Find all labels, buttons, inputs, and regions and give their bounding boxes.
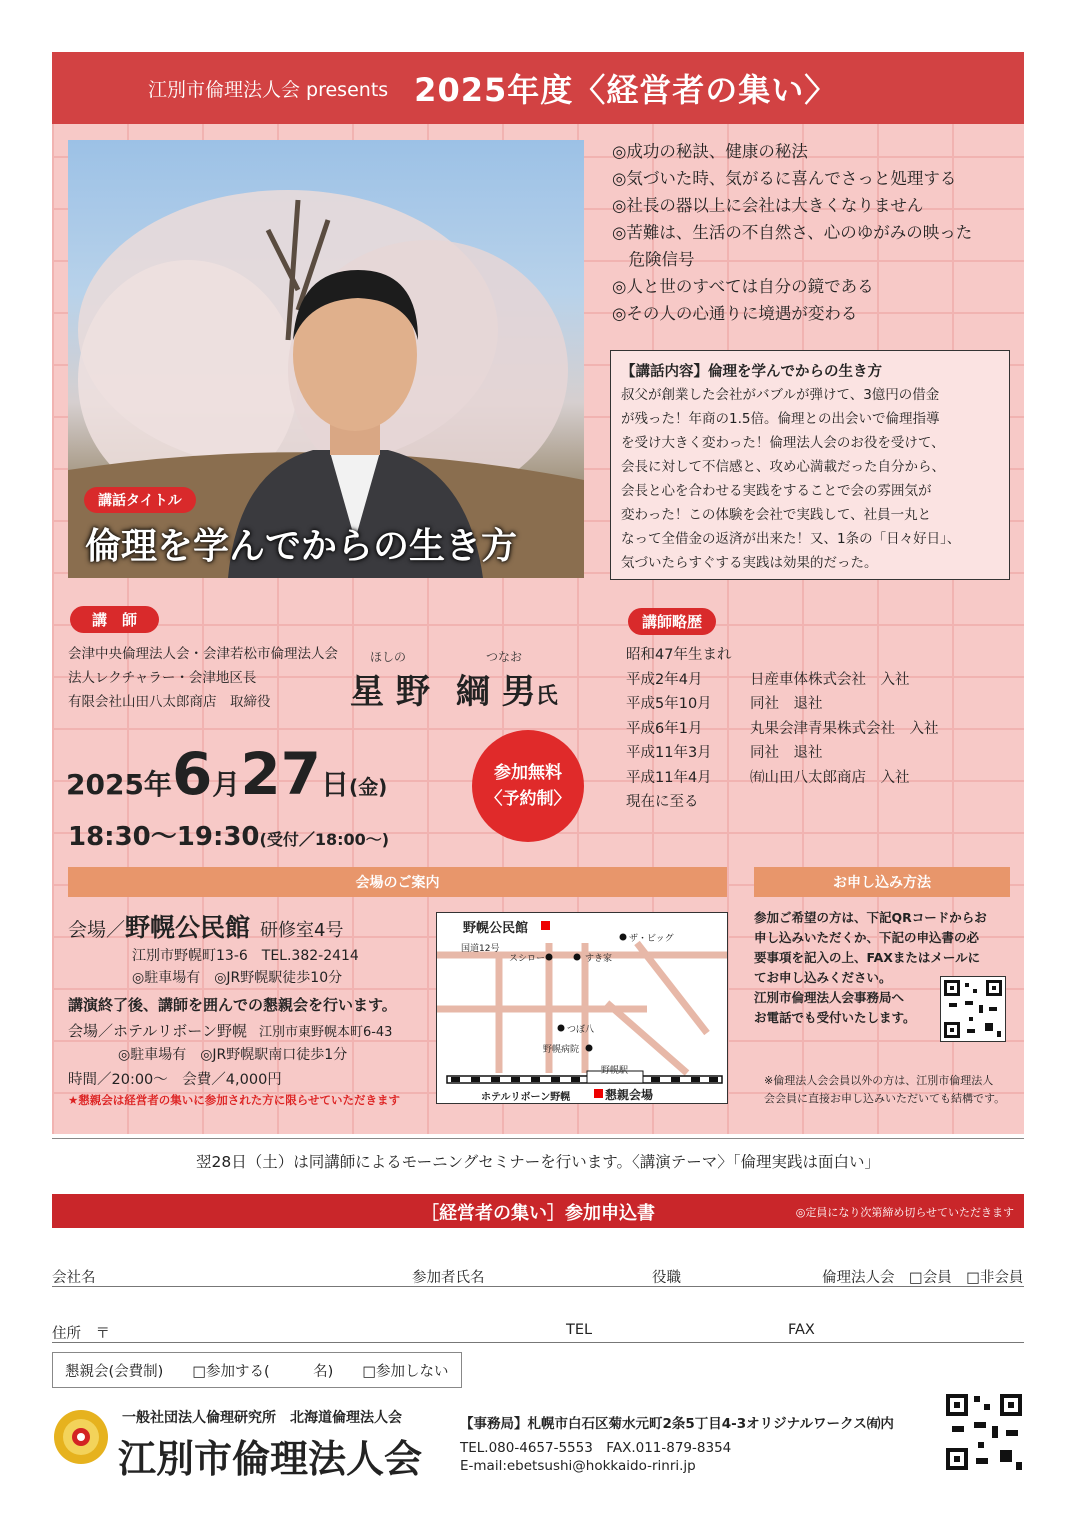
map-route: 国道12号 — [461, 944, 500, 954]
apply-line: 申し込みいただくか、下記の申込書の必 — [754, 930, 980, 945]
speaker-given-name: 綱 男 — [455, 672, 536, 712]
venue-line — [68, 908, 343, 944]
header-org: 江別市倫理法人会 presents — [148, 78, 389, 101]
affil-line: 有限会社山田八太郎商店 取締役 — [68, 694, 271, 710]
form-party-box[interactable]: 懇親会(会費制) □参加する( 名) □参加しない — [52, 1352, 462, 1388]
career-row: 現在に至る — [626, 794, 699, 810]
form-deadline: ◎定員になり次第締め切らせていただきます — [795, 1206, 1014, 1219]
qr-icon — [944, 1392, 1024, 1472]
affil-line: 会津中央倫理法人会・会津若松市倫理法人会 — [68, 646, 338, 662]
party-venue-label: 会場／ホテルリボーン野幌 — [68, 1022, 247, 1040]
access-map — [436, 912, 728, 1104]
affil-line: 法人レクチャラー・会津地区長 — [68, 670, 257, 686]
career-list — [626, 643, 939, 815]
party-address: 江別市東野幌本町6-43 — [258, 1025, 393, 1040]
form-fax-label: FAX — [788, 1322, 815, 1338]
event-time — [68, 816, 389, 853]
bullet-item: ◎苦難は、生活の不自然さ、心のゆがみの映った — [612, 223, 973, 242]
seal-line1: 参加無料 — [494, 763, 562, 783]
party-time: 時間／20:00〜 会費／4,000円 — [68, 1072, 282, 1088]
form-line — [52, 1286, 1024, 1287]
apply-line: 参加ご希望の方は、下記QRコードからお — [754, 910, 987, 925]
bullet-item: ◎成功の秘訣、健康の秘法 — [612, 142, 808, 161]
speaker-affiliation — [68, 642, 338, 714]
map-hospital: 野幌病院 — [543, 1045, 580, 1055]
bullet-item: ◎気づいた時、気がるに喜んでさっと処理する — [612, 169, 957, 188]
lecture-line: 気づいたらすぐする実践は効果的だった。 — [621, 555, 878, 571]
lecture-line: なって全借金の返済が出来た！又、1条の「日々好日」、 — [621, 531, 961, 547]
event-time-range: 18:30〜19:30 — [68, 822, 260, 852]
form-header — [52, 1194, 1024, 1228]
event-month: 6 — [171, 740, 213, 808]
form-position-label: 役職 — [652, 1270, 681, 1286]
talk-title-tag: 講話タイトル — [84, 487, 196, 513]
venue-address: 江別市野幌町13-6 TEL.382-2414 — [132, 948, 359, 964]
bullet-item: ◎その人の心通りに境遇が変わる — [612, 304, 858, 323]
career-row: 平成2年4月 日産車体株式会社 入社 — [626, 671, 910, 688]
apply-note — [764, 1072, 1005, 1108]
event-day-unit: 日 — [321, 768, 350, 801]
apply-note-line: 会会員に直接お申し込みいただいても結構です。 — [764, 1092, 1006, 1105]
venue-room: 研修室4号 — [260, 920, 344, 941]
bullet-item: ◎人と世のすべては自分の鏡である — [612, 277, 874, 296]
map-party: 懇親会場 — [605, 1088, 654, 1102]
divider — [52, 1138, 1024, 1139]
header-title: 2025年度〈経営者の集い〉 — [414, 71, 838, 109]
apply-line: 江別市倫理法人会事務局へ — [754, 990, 905, 1005]
free-admission-seal — [472, 730, 584, 842]
speaker-family-name: 星 野 — [350, 672, 430, 712]
apply-line: お電話でも受付いたします。 — [754, 1010, 916, 1025]
apply-line: 要事項を記入の上、FAXまたはメールに — [754, 950, 981, 965]
speaker-name — [350, 664, 558, 713]
seal-line2: 〈予約制〉 — [485, 789, 571, 809]
bullet-item: 危険信号 — [612, 250, 695, 269]
map-hotel: ホテルリボーン野幌 — [481, 1092, 571, 1103]
career-tag: 講師略歴 — [628, 608, 716, 635]
lecture-line: 会長と心を合わせる実践をすることで会の雰囲気が — [621, 483, 932, 499]
party-access: ◎駐車場有 ◎JR野幌駅南口徒歩1分 — [118, 1047, 348, 1063]
speaker-tag: 講 師 — [70, 606, 159, 633]
career-row: 昭和47年生まれ — [626, 647, 732, 663]
career-row: 平成6年1月 丸果会津青果株式会社 入社 — [626, 720, 939, 737]
form-membership-label[interactable]: 倫理法人会 □会員 □非会員 — [822, 1270, 1024, 1286]
map-thebig: ザ・ビッグ — [629, 934, 674, 944]
venue-bar: 会場のご案内 — [68, 867, 727, 897]
speaker-ruby-family: ほしの — [370, 650, 407, 664]
venue-details — [132, 945, 359, 989]
event-day: 27 — [240, 740, 322, 808]
qr-code-apply[interactable] — [940, 976, 1006, 1042]
speaker-ruby-given: つなお — [486, 650, 523, 664]
speaker-honorific: 氏 — [535, 684, 558, 709]
org-logo-icon — [52, 1408, 110, 1466]
lecture-line: を受け大きく変わった！倫理法人会のお役を受けて、 — [621, 435, 945, 451]
footer-org-sub: 一般社団法人倫理研究所 北海道倫理法人会 — [122, 1410, 402, 1426]
morning-seminar-note: 翌28日（土）は同講師によるモーニングセミナーを行います。〈講演テーマ〉「倫理実践は面白い」 — [195, 1153, 881, 1171]
apply-bar: お申し込み方法 — [754, 867, 1010, 897]
form-address-label: 住所 〒 — [52, 1326, 110, 1342]
venue-name: 野幌公民館 — [125, 913, 251, 942]
lecture-content-box — [610, 350, 1010, 580]
venue-label: 会場／ — [68, 919, 126, 941]
party-venue — [68, 1020, 392, 1041]
career-row: 平成11年4月 ㈲山田八太郎商店 入社 — [626, 769, 910, 786]
footer-telfax: TEL.080-4657-5553 FAX.011-879-8354 — [460, 1440, 732, 1456]
qr-code-footer[interactable] — [944, 1392, 1024, 1472]
talk-title: 倫理を学んでからの生き方 — [85, 526, 518, 567]
map-station: 野幌駅 — [601, 1066, 629, 1076]
form-title: ［経営者の集い］参加申込書 — [421, 1203, 655, 1224]
lecture-line: 変わった！この体験を会社で実践して、社員一丸と — [621, 507, 932, 523]
party-note: 講演終了後、講師を囲んでの懇親会を行います。 — [68, 996, 397, 1014]
lecture-line: 会長に対して不信感と、攻め心満載だった自分から、 — [621, 459, 945, 475]
event-year: 2025年 — [66, 768, 172, 801]
header-banner — [52, 52, 1024, 124]
map-kominkan: 野幌公民館 — [463, 921, 529, 936]
map-sukiya: すき家 — [585, 954, 613, 964]
lecture-heading: 【講話内容】倫理を学んでからの生き方 — [621, 364, 882, 380]
event-month-unit: 月 — [212, 768, 241, 801]
qr-icon — [941, 977, 1005, 1041]
career-row: 平成11年3月 同社 退社 — [626, 745, 823, 761]
footer-office: 【事務局】札幌市白石区菊水元町2条5丁目4-3オリジナルワークス㈲内 — [460, 1416, 894, 1432]
event-date — [66, 740, 387, 808]
form-company-label: 会社名 — [52, 1270, 96, 1286]
footer-org-name: 江別市倫理法人会 — [118, 1437, 423, 1481]
form-tel-label: TEL — [566, 1322, 593, 1338]
map-tsuruha: つぼ八 — [567, 1025, 595, 1035]
bullet-list — [612, 138, 1012, 327]
apply-line: てお申し込みください。 — [754, 970, 892, 985]
career-row: 平成5年10月 同社 退社 — [626, 696, 823, 712]
bullet-item: ◎社長の器以上に会社は大きくなりません — [612, 196, 924, 215]
lecture-line: が残った！年商の1.5倍。倫理との出会いで倫理指導 — [621, 411, 940, 427]
venue-access: ◎駐車場有 ◎JR野幌駅徒歩10分 — [132, 970, 343, 986]
party-caution: ★懇親会は経営者の集いに参加された方に限らせていただきます — [68, 1093, 400, 1107]
form-name-label: 参加者氏名 — [412, 1270, 485, 1286]
lecture-line: 叔父が創業した会社がバブルが弾けて、3億円の借金 — [621, 387, 940, 403]
event-reception: (受付／18:00〜) — [259, 830, 390, 849]
form-line — [52, 1342, 1024, 1343]
map-sushiro: スシロー — [509, 954, 546, 964]
event-weekday: (金) — [349, 775, 388, 799]
apply-note-line: ※倫理法人会会員以外の方は、江別市倫理法人 — [764, 1074, 994, 1087]
footer-email[interactable]: E-mail:ebetsushi@hokkaido-rinri.jp — [460, 1458, 696, 1474]
